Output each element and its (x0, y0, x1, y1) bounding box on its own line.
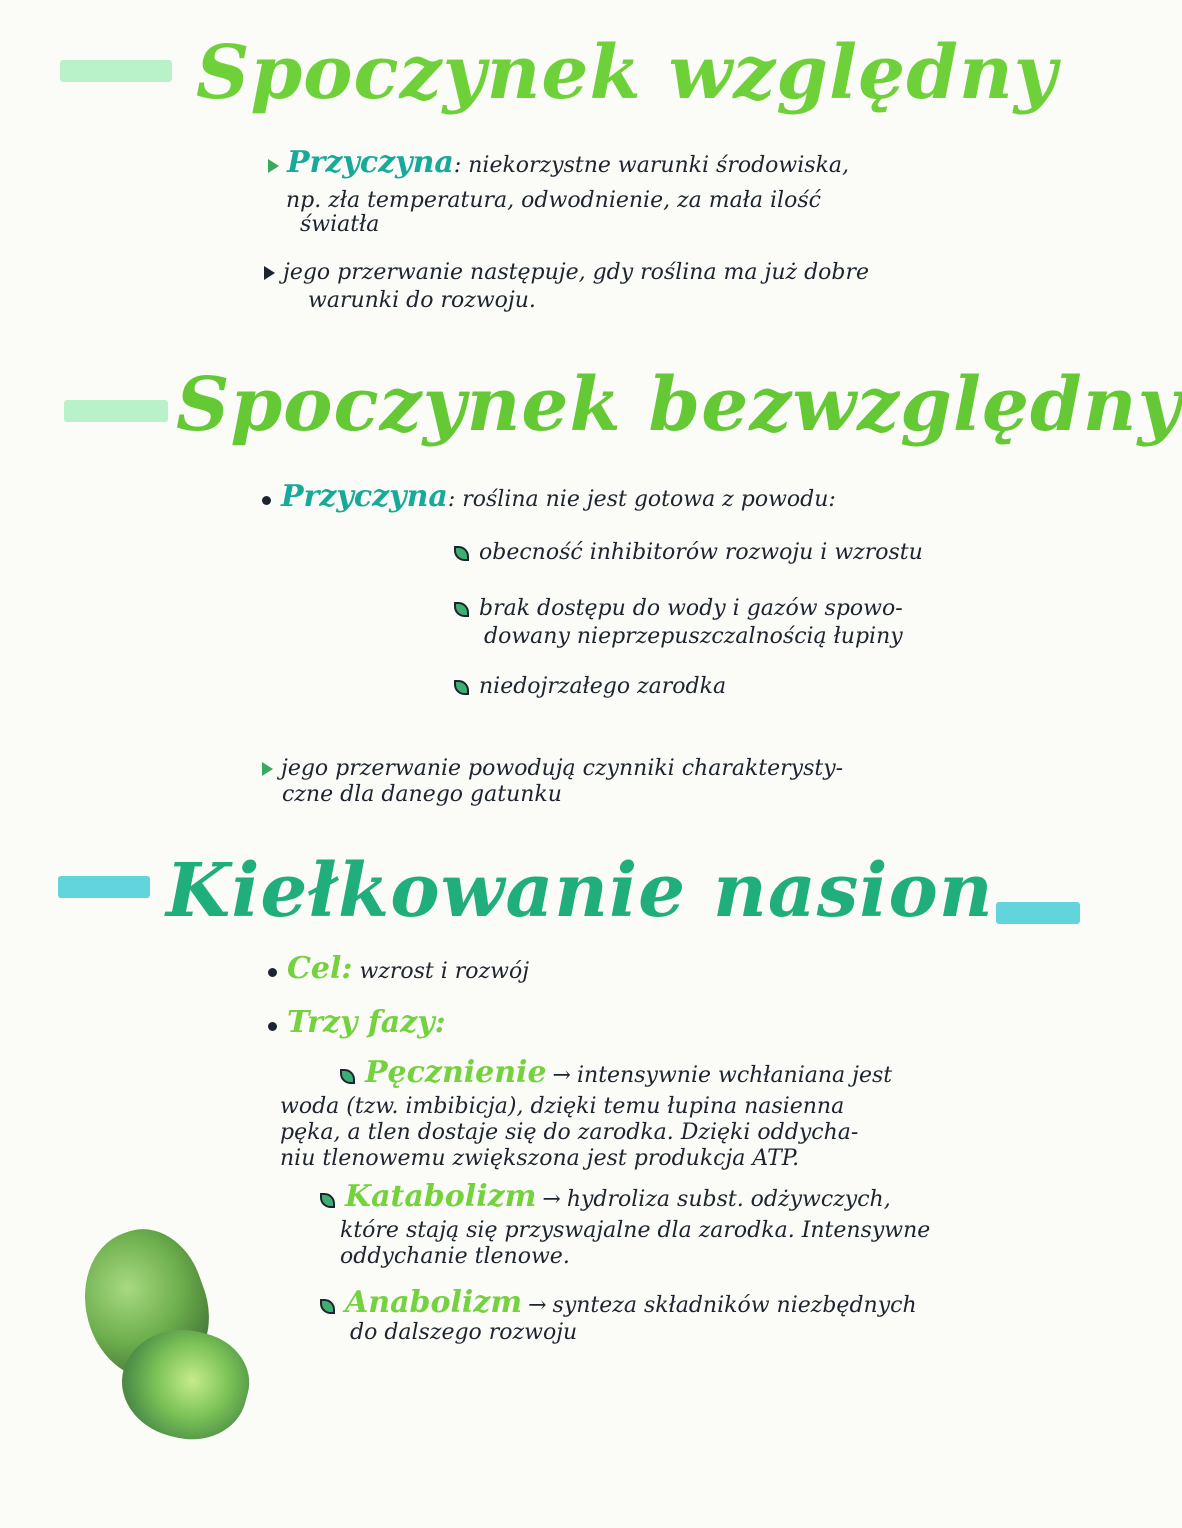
break-line (262, 756, 843, 782)
phase-name: Pęcznienie (365, 1055, 547, 1090)
cause-text-line: światła (300, 212, 380, 237)
goal-text: wzrost i rozwój (359, 959, 530, 984)
break-text: jego przerwanie powodują czynniki charakterysty- (281, 756, 844, 781)
phase-name: Katabolizm (345, 1179, 537, 1214)
goal-line (268, 951, 530, 986)
reason-text: niedojrzałego zarodka (479, 674, 727, 699)
phase-item (320, 1179, 891, 1214)
cause-text: : niekorzystne warunki środowiska, (453, 153, 850, 178)
goal-label: Cel: (287, 951, 353, 986)
break-text: jego przerwanie następuje, gdy roślina ma już dobre (283, 260, 870, 285)
triangle-bullet-icon (268, 159, 279, 173)
phases-line (268, 1005, 446, 1040)
cause-line (268, 145, 850, 180)
leaf-bullet-icon (454, 602, 469, 617)
section-title: Spoczynek względny (196, 30, 1058, 116)
phase-item (340, 1055, 893, 1090)
phase-text-line: woda (tzw. imbibicja), dzięki temu łupina nasienna (280, 1094, 845, 1119)
arrow-icon: → (528, 1293, 547, 1318)
leaf-bullet-icon (320, 1299, 335, 1314)
seed-illustration (80, 1220, 260, 1450)
arrow-icon: → (542, 1187, 561, 1212)
reason-item (454, 674, 726, 700)
phase-text-line: do dalszego rozwoju (350, 1320, 578, 1345)
cause-label: Przyczyna (281, 479, 448, 514)
triangle-bullet-icon (264, 266, 275, 280)
highlighter-mark (58, 876, 150, 898)
reason-item (454, 540, 923, 566)
leaf-bullet-icon (454, 680, 469, 695)
dot-bullet-icon (268, 968, 277, 977)
highlighter-mark (64, 400, 168, 422)
break-text-line: warunki do rozwoju. (308, 288, 536, 313)
reason-text: brak dostępu do wody i gazów spowo- (479, 596, 903, 621)
phase-text: intensywnie wchłaniana jest (576, 1063, 893, 1088)
leaf-bullet-icon (454, 546, 469, 561)
highlighter-mark (60, 60, 172, 82)
reason-text: obecność inhibitorów rozwoju i wzrostu (479, 540, 923, 565)
cause-text: : roślina nie jest gotowa z powodu: (447, 487, 836, 512)
dot-bullet-icon (262, 496, 271, 505)
section-title: Spoczynek bezwzględny (176, 362, 1182, 448)
dot-bullet-icon (268, 1022, 277, 1031)
leaf-bullet-icon (320, 1193, 335, 1208)
leaf-bullet-icon (340, 1069, 355, 1084)
phase-text-line: oddychanie tlenowe. (340, 1244, 570, 1269)
cause-line (262, 479, 836, 514)
arrow-icon: → (552, 1063, 571, 1088)
highlighter-mark (996, 902, 1080, 924)
phase-item (320, 1285, 917, 1320)
section-title: Kiełkowanie nasion (166, 848, 994, 934)
phase-text-line: które stają się przyswajalne dla zarodka. Intensywne (340, 1218, 931, 1243)
reason-text-line: dowany nieprzepuszczalnością łupiny (484, 624, 903, 649)
break-line (264, 260, 869, 286)
phase-name: Anabolizm (345, 1285, 523, 1320)
phase-text-line: niu tlenowemu zwiększona jest produkcja ATP. (280, 1146, 800, 1171)
reason-item (454, 596, 903, 622)
triangle-bullet-icon (262, 762, 273, 776)
phases-label: Trzy fazy: (287, 1005, 446, 1040)
cause-label: Przyczyna (287, 145, 454, 180)
phase-text: synteza składników niezbędnych (552, 1293, 917, 1318)
cause-text-line: np. zła temperatura, odwodnienie, za mała ilość (286, 188, 821, 213)
phase-text-line: pęka, a tlen dostaje się do zarodka. Dzięki oddycha- (280, 1120, 859, 1145)
phase-text: hydroliza subst. odżywczych, (566, 1187, 891, 1212)
break-text-line: czne dla danego gatunku (282, 782, 562, 807)
